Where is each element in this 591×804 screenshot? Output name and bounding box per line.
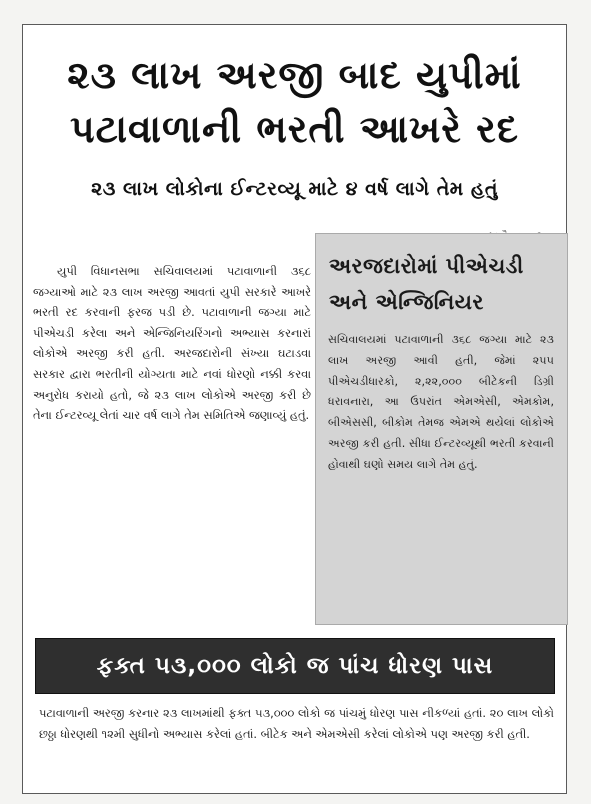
sidebar-box — [315, 233, 568, 625]
banner-body: પટાવાળાની અરજી કરનાર ૨૩ લાખમાંથી ફક્ત ૫૩,૦૦૦ લોકો જ પાંચમું ધોરણ પાસ નીકળ્યાં હતાં. ૨૦ લાખ લોકો છઠ્ઠા ધોરણથી ૧૨મી સુધીનો અભ્યાસ કરેલાં હતાં. બીટેક અને એમએસી કરેલાં લોકોએ પણ અરજી કરી હતી. — [39, 706, 554, 741]
article-body: યુપી વિધાનસભા સચિવાલયમાં પટાવાળાની ૩૬૮ જગ્યાઓ માટે ૨૩ લાખ અરજી આવતાં યુપી સરકારે આખરે ભરતી રદ કરવાની ફરજ પડી છે. પટાવાળાની જગ્યા માટે પીએચડી કરેલા અને એન્જિનિયરિંગનો અભ્યાસ કરનારાં લોકોએ અરજી કરી હતી. અરજદારોની સંખ્યા ઘટાડવા સરકાર દ્વારા ભરતીની યોગ્યતા માટે નવાં ધોરણો નક્કી કરવા અનુરોધ કરાયો હતો, જે ૨૩ લાખ લોકોએ અરજી કરી છે તેના ઈન્ટરવ્યૂ લેતાં ચાર વર્ષ લાગે તેમ સમિતિએ જણાવ્યું હતું. — [33, 264, 311, 423]
headline-line-1: ૨૩ લાખ અરજી બાદ યુપીમાં — [67, 53, 522, 97]
headline-line-2: પટાવાળાની ભરતી આખરે રદ — [69, 107, 520, 151]
section-banner: ફક્ત ૫૩,૦૦૦ લોકો જ પાંચ ધોરણ પાસ — [35, 638, 555, 694]
sidebar-body: સચિવાલયમાં પટાવાળાની ૩૬૮ જગ્યા માટે ૨૩ લાખ અરજી આવી હતી, જેમાં ૨૫૫ પીએચડીધારકો, ૨,૨૨,૦૦૦ બીટેકની ડિગ્રી ધરાવનારા, આ ઉપરાંત એમએસી, એમકોમ, બીએસસી, બીકોમ તેમજ એમએ થયેલાં લોકોએ અરજી કરી હતી. સીધા ઈન્ટરવ્યૂથી ભરતી કરવાની હોવાથી ઘણો સમય લાગે તેમ હતું. — [328, 333, 554, 471]
subheadline: ૨૩ લાખ લોકોના ઈન્ટરવ્યૂ માટે ૪ વર્ષ લાગે તેમ હતું — [91, 178, 498, 200]
sidebar-title: અરજદારોમાં પીએચડી અને એન્જિનિયર — [329, 254, 524, 314]
news-clipping — [22, 24, 567, 794]
